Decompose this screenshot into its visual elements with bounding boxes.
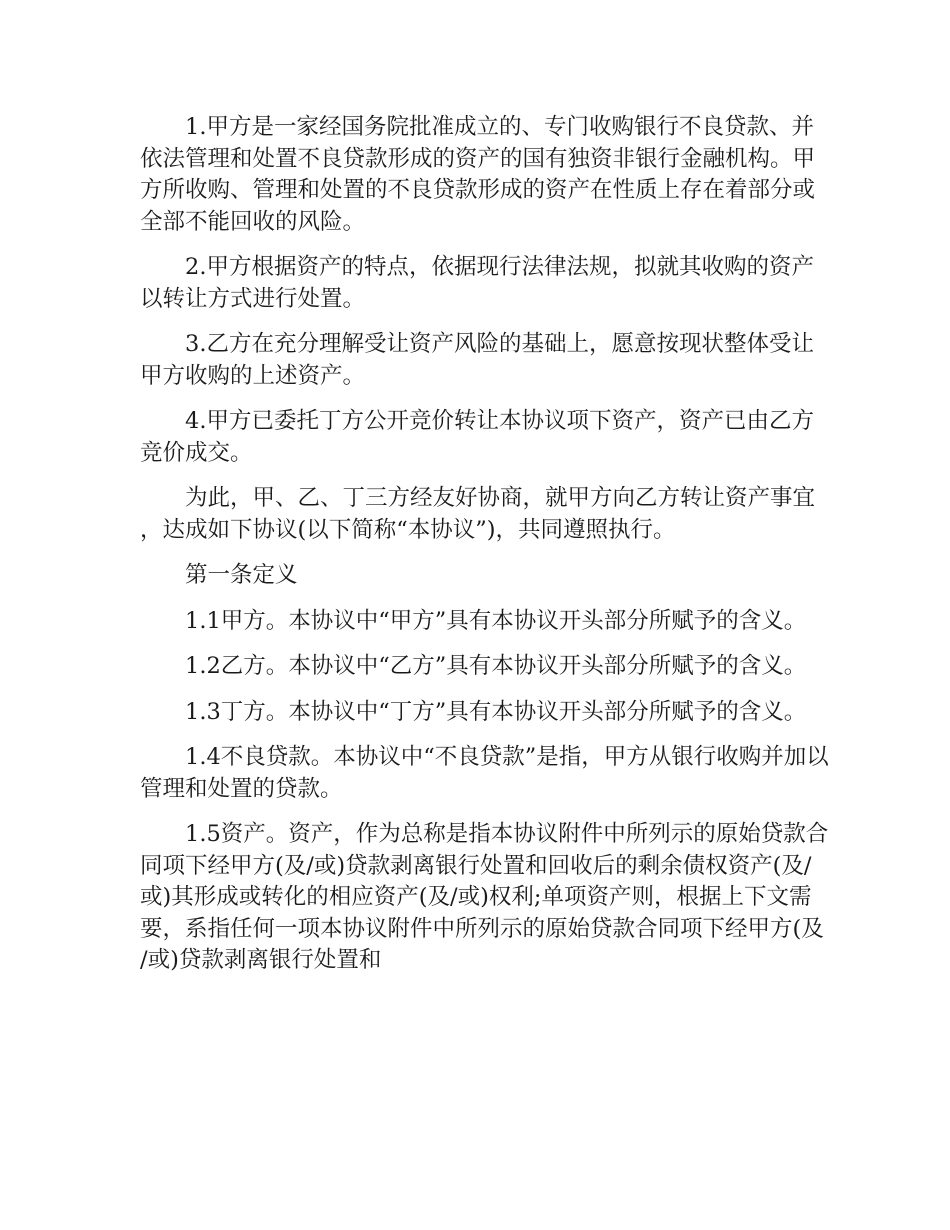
definition-1-2: 1.2乙方。本协议中“乙方”具有本协议开头部分所赋予的含义。 [185,653,807,679]
paragraph-3-recital: 3.乙方在充分理解受让资产风险的基础上，愿意按现状整体受让甲方收购的上述资产。 [140,331,814,389]
definition-1-3: 1.3丁方。本协议中“丁方”具有本协议开头部分所赋予的含义。 [185,698,807,725]
definition-1-5: 1.5资产。资产，作为总称是指本协议附件中所列示的原始贷款合同项下经甲方(及/或)贷款剥离银行处置和回收后的剩余债权资产(及/或)其形成或转化的相应资产(及/或)权利;单项资产则，根据上下文需要，系指任何一项本协议附件中所列示的原始贷款合同项下经甲方(及/或)贷款剥离银行处置和 [140,821,829,973]
paragraph-agreement-intro: 为此，甲、乙、丁三方经友好协商，就甲方向乙方转让资产事宜，达成如下协议(以下简称“本协议”)，共同遵照执行。 [140,485,816,543]
article-1-heading: 第一条定义 [185,562,298,588]
definition-1-1: 1.1甲方。本协议中“甲方”具有本协议开头部分所赋予的含义。 [185,607,807,634]
document-body [140,112,830,991]
paragraph-4-recital: 4.甲方已委托丁方公开竞价转让本协议项下资产，资产已由乙方竞价成交。 [140,408,814,466]
definition-1-4: 1.4不良贷款。本协议中“不良贷款”是指，甲方从银行收购并加以管理和处置的贷款。 [140,744,829,802]
paragraph-2-recital: 2.甲方根据资产的特点，依据现行法律法规，拟就其收购的资产以转让方式进行处置。 [140,254,814,312]
paragraph-1-recital: 1.甲方是一家经国务院批准成立的、专门收购银行不良贷款、并依法管理和处置不良贷款形成的资产的国有独资非银行金融机构。甲方所收购、管理和处置的不良贷款形成的资产在性质上存在着部分或全部不能回收的风险。 [140,114,816,235]
